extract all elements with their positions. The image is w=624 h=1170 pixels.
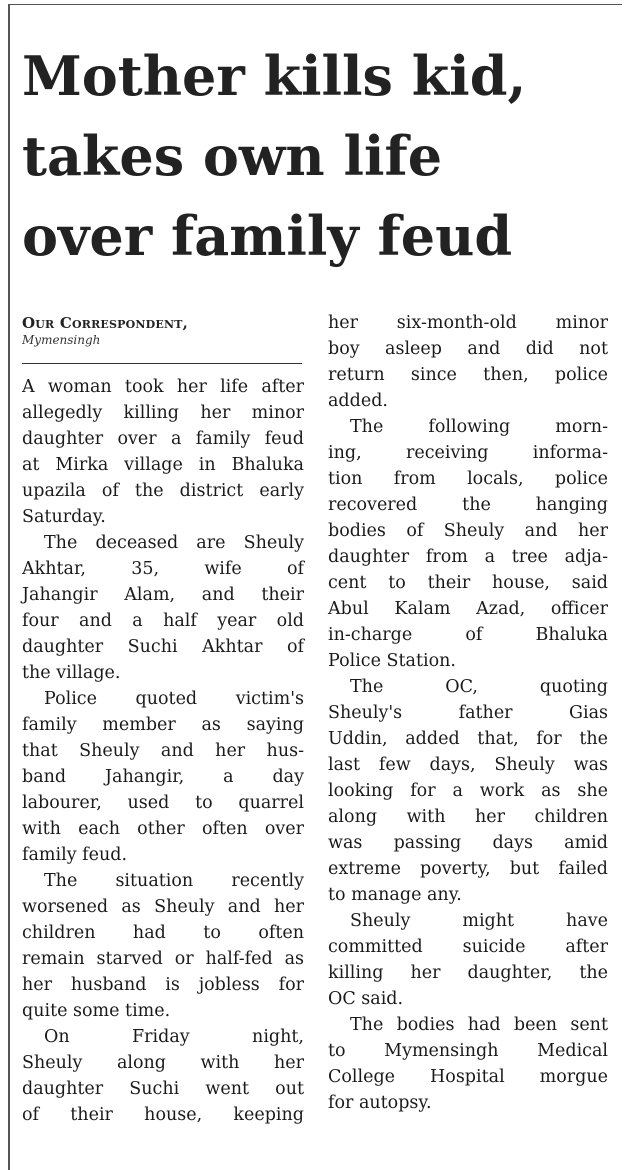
- paragraph: [328, 674, 608, 908]
- text-line: to Mymensingh Medical: [328, 1041, 608, 1061]
- text-line: killing her daughter, the: [328, 963, 608, 983]
- text-line: Akhtar, 35, wife of: [22, 559, 304, 579]
- paragraph: [22, 868, 304, 1024]
- text-line: College Hospital morgue: [328, 1067, 608, 1087]
- text-line: Sheuly's father Gias: [328, 703, 608, 723]
- text-line: Uddin, added that, for the: [328, 729, 608, 749]
- text-line: children had to often: [22, 923, 304, 943]
- text-line: last few days, Sheuly was: [328, 755, 608, 775]
- paragraph: [328, 1012, 608, 1116]
- text-line: the village.: [22, 663, 121, 683]
- text-line: Sheuly might have: [350, 911, 608, 931]
- text-line: with each other often over: [22, 819, 304, 839]
- paragraph: [328, 414, 608, 674]
- text-line: OC said.: [328, 989, 404, 1009]
- text-line: family member as saying: [22, 715, 304, 735]
- text-line: worsened as Sheuly and her: [22, 897, 304, 917]
- byline-location: Mymensingh: [22, 333, 101, 347]
- text-line: Sheuly along with her: [22, 1053, 304, 1073]
- text-line: committed suicide after: [328, 937, 608, 957]
- text-line: to manage any.: [328, 885, 462, 905]
- text-line: The situation recently: [44, 871, 304, 891]
- text-line: Jahangir Alam, and their: [22, 585, 304, 605]
- paragraph: [22, 686, 304, 868]
- text-line: of their house, keeping: [22, 1105, 304, 1125]
- text-line: that Sheuly and her hus-: [22, 741, 304, 761]
- text-line: upazila of the district early: [22, 481, 304, 501]
- text-line: labourer, used to quarrel: [22, 793, 304, 813]
- headline-line: over family feud: [22, 204, 513, 268]
- paragraph: [22, 1024, 304, 1128]
- headline: [22, 36, 612, 276]
- text-line: in-charge of Bhaluka: [328, 625, 608, 645]
- text-line: looking for a work as she: [328, 781, 608, 801]
- text-line: her six-month-old minor: [328, 313, 608, 333]
- text-line: The OC, quoting: [350, 677, 608, 697]
- text-line: family feud.: [22, 845, 128, 865]
- text-line: band Jahangir, a day: [22, 767, 304, 787]
- headline-line: takes own life: [22, 124, 443, 188]
- text-line: remain starved or half-fed as: [22, 949, 304, 969]
- text-line: at Mirka village in Bhaluka: [22, 455, 304, 475]
- article-column-1: [22, 374, 304, 1128]
- text-line: quite some time.: [22, 1001, 171, 1021]
- text-line: recovered the hanging: [328, 495, 608, 515]
- text-line: along with her children: [328, 807, 608, 827]
- text-line: daughter from a tree adja-: [328, 547, 608, 567]
- text-line: On Friday night,: [44, 1027, 304, 1047]
- text-line: return since then, police: [328, 365, 608, 385]
- text-line: four and a half year old: [22, 611, 304, 631]
- byline-author: Our Correspondent,: [22, 314, 189, 332]
- text-line: her husband is jobless for: [22, 975, 304, 995]
- text-line: ing, receiving informa-: [328, 443, 608, 463]
- text-line: extreme poverty, but failed: [328, 859, 608, 879]
- text-line: Saturday.: [22, 507, 106, 527]
- text-line: A woman took her life after: [22, 377, 304, 397]
- text-line: daughter over a family feud: [22, 429, 304, 449]
- article-column-2: [328, 310, 608, 1116]
- text-line: The following morn-: [350, 417, 608, 437]
- text-line: allegedly killing her minor: [22, 403, 304, 423]
- text-line: bodies of Sheuly and her: [328, 521, 608, 541]
- paragraph: [22, 530, 304, 686]
- text-line: for autopsy.: [328, 1093, 432, 1113]
- text-line: tion from locals, police: [328, 469, 608, 489]
- byline-divider: [22, 363, 302, 364]
- byline: [22, 314, 302, 348]
- text-line: The deceased are Sheuly: [44, 533, 304, 553]
- paragraph: [328, 310, 608, 414]
- text-line: The bodies had been sent: [350, 1015, 608, 1035]
- text-line: daughter Suchi went out: [22, 1079, 304, 1099]
- text-line: Abul Kalam Azad, officer: [328, 599, 608, 619]
- text-line: cent to their house, said: [328, 573, 608, 593]
- headline-line: Mother kills kid,: [22, 44, 527, 108]
- text-line: Police Station.: [328, 651, 456, 671]
- text-line: daughter Suchi Akhtar of: [22, 637, 304, 657]
- text-line: Police quoted victim's: [44, 689, 304, 709]
- paragraph: [22, 374, 304, 530]
- text-line: added.: [328, 391, 388, 411]
- paragraph: [328, 908, 608, 1012]
- text-line: was passing days amid: [328, 833, 608, 853]
- text-line: boy asleep and did not: [328, 339, 608, 359]
